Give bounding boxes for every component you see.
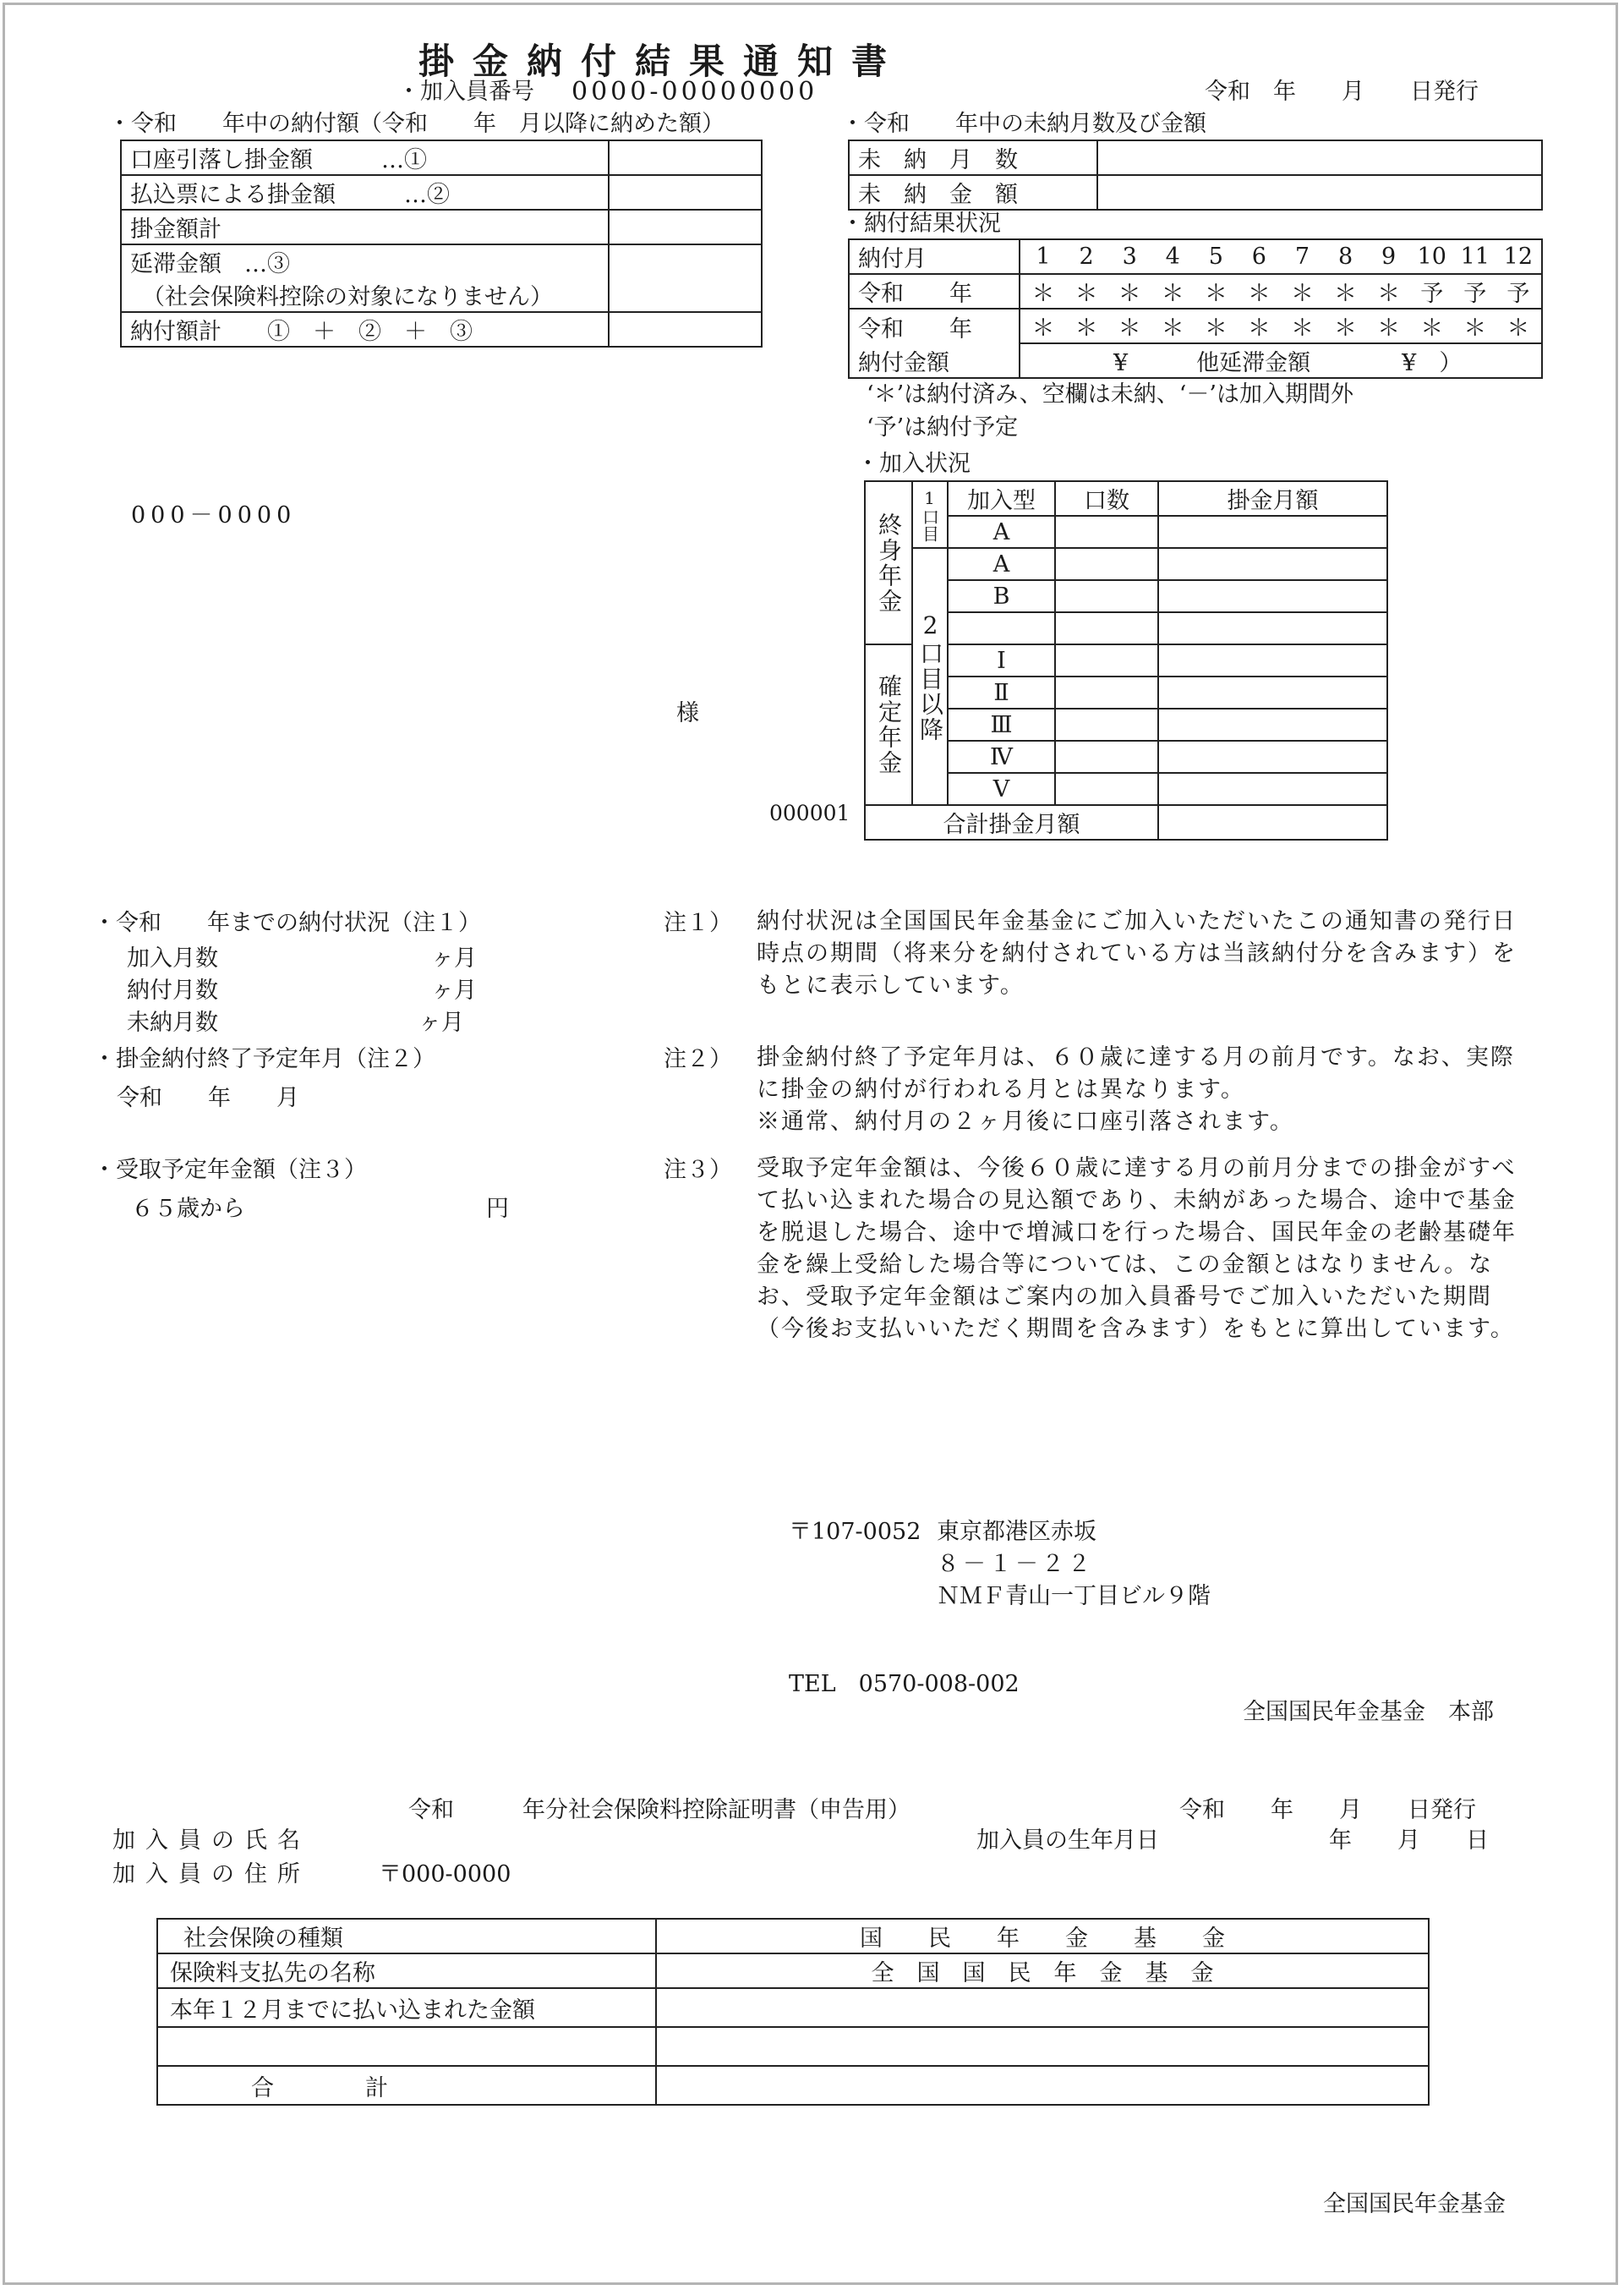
status-mark: 予 (1463, 281, 1487, 307)
monthly-cell (1158, 612, 1387, 644)
monthly-cell (1158, 644, 1387, 677)
status-mark: ＊ (1377, 315, 1401, 342)
birth-value: 年 月 日 (1329, 1827, 1489, 1854)
month-number: 7 (1294, 244, 1310, 270)
status-row2-marks (1020, 309, 1542, 343)
month-number: 10 (1417, 244, 1446, 270)
status-row2-label: 令和 年 (849, 309, 1020, 343)
monthly-cell (1158, 580, 1387, 612)
note-3-text: 受取予定年金額は、今後６０歳に達する月の前月分までの掛金がすべて払い込まれた場合の見込額であり、未納があった場合、途中で基金を脱退した場合、途中で増減口を行った場合、国民年金の老齢基礎年金を繰上受給した場合等については、この金額とはなりません。なお、受取予定年金額はご案内の加入員番号でご加入いただいた期間（今後お支払いいただく期間を含みます）をもとに算出しています。 (757, 1155, 1517, 1342)
payment-row-label: 納付額計 ① ＋ ② ＋ ③ (121, 312, 609, 347)
monthly-cell (1158, 677, 1387, 709)
month-number: 9 (1381, 244, 1397, 270)
cert-row-value (656, 2066, 1429, 2105)
payment-heading: ・令和 年中の納付額（令和 年 月以降に納めた額） (108, 111, 725, 137)
monthly-cell (1158, 548, 1387, 580)
end-date-value: 令和 年 月 (117, 1085, 299, 1111)
member-address-value: 〒000-0000 (379, 1861, 511, 1887)
cert-row-value (656, 1988, 1429, 2027)
type-cell: A (948, 516, 1055, 548)
unpaid-row-label: 未 納 金 額 (849, 175, 1097, 210)
cert-row-value: 国 民 年 金 基 金 (656, 1919, 1429, 1953)
cert-row-value (656, 2027, 1429, 2066)
payment-row-label (121, 244, 609, 312)
member-number-label: ・加入員番号 (397, 79, 534, 105)
col-type-header: 加入型 (948, 481, 1055, 516)
type-cell: Ⅴ (948, 773, 1055, 805)
pension-from: ６５歳から (131, 1196, 245, 1222)
contact-address-2: ８－１－２２ (937, 1551, 1094, 1577)
payment-row-label: 払込票による掛金額 …② (121, 175, 609, 210)
status-mark: ＊ (1420, 315, 1444, 342)
units-cell (1055, 644, 1158, 677)
issue-date: 令和 年 月 日発行 (1205, 79, 1479, 105)
status-mark: ＊ (1118, 315, 1141, 342)
month-numbers (1020, 239, 1542, 274)
note-1-label: 注１） (664, 910, 732, 936)
paid-months-label: 納付月数 (127, 978, 218, 1004)
member-number: 0000-00000000 (571, 77, 818, 107)
status-heading: ・納付結果状況 (841, 211, 1001, 237)
cert-row-value: 全 国 国 民 年 金 基 金 (656, 1953, 1429, 1988)
type-cell: Ⅱ (948, 677, 1055, 709)
lifetime-group: 終身年金 (865, 481, 912, 644)
status-table (848, 238, 1543, 379)
status-mark: ＊ (1506, 315, 1530, 342)
status-row1-label: 令和 年 (849, 274, 1020, 309)
note-1-text: 納付状況は全国国民年金基金にご加入いただいたこの通知書の発行日時点の期間（将来分を納付されている方は当該納付分を含みます）をもとに表示しています。 (757, 908, 1517, 999)
second-unit-label: 2口目以降 (912, 548, 948, 805)
note-2-text: 掛金納付終了予定年月は、６０歳に達する月の前月です。なお、実際に掛金の納付が行われる月とは異なります。 (757, 1044, 1515, 1103)
status-mark: ＊ (1031, 315, 1055, 342)
status-mark: ＊ (1204, 315, 1228, 342)
units-cell (1055, 516, 1158, 548)
late-fee-label: 延滞金額 …③ (130, 251, 290, 277)
total-monthly-label: 合計掛金月額 (865, 805, 1158, 840)
monthly-cell (1158, 741, 1387, 773)
col-monthly-header: 掛金月額 (1158, 481, 1387, 516)
history-heading: ・令和 年までの納付状況（注１） (93, 910, 481, 936)
end-date-heading: ・掛金納付終了予定年月（注２） (93, 1046, 435, 1072)
payment-row-value (609, 312, 762, 347)
sequence-number: 000001 (769, 801, 850, 825)
total-monthly-value (1158, 805, 1387, 840)
month-number: 4 (1165, 244, 1180, 270)
month-number: 8 (1337, 244, 1353, 270)
cert-row-label: 合 計 (157, 2066, 656, 2105)
status-mark: 予 (1506, 281, 1530, 307)
contact-tel: TEL 0570-008-002 (789, 1671, 1020, 1697)
status-mark: ＊ (1334, 281, 1358, 307)
monthly-cell (1158, 773, 1387, 805)
payment-row-value (609, 140, 762, 175)
type-cell: A (948, 548, 1055, 580)
birth-label: 加入員の生年月日 (976, 1827, 1159, 1854)
status-mark: ＊ (1161, 315, 1184, 342)
col-units-header: 口数 (1055, 481, 1158, 516)
contact-address-1: 東京都港区赤坂 (937, 1519, 1096, 1545)
unpaid-months-unit: ヶ月 (418, 1010, 464, 1036)
fixed-group: 確定年金 (865, 644, 912, 805)
payment-table (120, 140, 763, 348)
status-mark: ＊ (1161, 281, 1184, 307)
certificate-title: 年分社会保険料控除証明書（申告用） (522, 1797, 910, 1823)
note-3-label: 注３） (664, 1157, 732, 1183)
contact-org: 全国国民年金基金 本部 (1243, 1699, 1494, 1725)
status-mark: ＊ (1290, 315, 1314, 342)
footer-org: 全国国民年金基金 (1323, 2191, 1506, 2217)
status-mark: ＊ (1334, 315, 1358, 342)
enroll-heading: ・加入状況 (856, 451, 971, 477)
legend-line-1: ‘＊’は納付済み、空欄は未納、‘－’は加入期間外 (867, 381, 1353, 408)
member-name-label: 加入員の氏名 (112, 1827, 310, 1854)
member-address-label: 加入員の住所 (112, 1861, 310, 1887)
unpaid-row-value (1097, 140, 1542, 175)
contact-postal: 〒107-0052 (789, 1519, 921, 1545)
honorific: 様 (676, 700, 699, 726)
certificate-era: 令和 (408, 1797, 454, 1823)
unpaid-row-label: 未 納 月 数 (849, 140, 1097, 175)
units-cell (1055, 741, 1158, 773)
units-cell (1055, 548, 1158, 580)
status-row1-marks (1020, 274, 1542, 309)
unpaid-table (848, 140, 1543, 211)
status-mark: ＊ (1204, 281, 1228, 307)
enrolled-months-unit: ヶ月 (431, 945, 477, 972)
month-number: 6 (1251, 244, 1266, 270)
type-cell: Ⅲ (948, 709, 1055, 741)
enroll-table (864, 480, 1388, 841)
status-mark: ＊ (1031, 281, 1055, 307)
document-title: 掛金納付結果通知書 (418, 41, 906, 82)
month-label: 納付月 (849, 239, 1020, 274)
type-cell: Ⅳ (948, 741, 1055, 773)
status-mark: ＊ (1074, 315, 1098, 342)
status-mark: ＊ (1290, 281, 1314, 307)
amount-text: ¥ 他延滞金額 ¥ ） (1020, 343, 1542, 378)
status-mark: ＊ (1118, 281, 1141, 307)
contact-address-3: ＮＭＦ青山一丁目ビル９階 (937, 1583, 1211, 1609)
units-cell (1055, 580, 1158, 612)
cert-row-label: 本年１２月までに払い込まれた金額 (157, 1988, 656, 2027)
month-number: 11 (1460, 244, 1490, 270)
note-2-extra: ※通常、納付月の２ヶ月後に口座引落されます。 (757, 1109, 1294, 1135)
certificate-table (156, 1918, 1430, 2106)
unpaid-row-value (1097, 175, 1542, 210)
cert-row-label: 保険料支払先の名称 (157, 1953, 656, 1988)
payment-row-value (609, 244, 762, 312)
month-number: 12 (1503, 244, 1534, 270)
status-mark: 予 (1420, 281, 1444, 307)
month-number: 5 (1208, 244, 1223, 270)
cert-row-label: 社会保険の種類 (157, 1919, 656, 1953)
enrolled-months-label: 加入月数 (127, 945, 218, 972)
payment-row-label: 掛金額計 (121, 210, 609, 244)
month-number: 1 (1036, 244, 1051, 270)
amount-label: 納付金額 (849, 343, 1020, 378)
units-cell (1055, 677, 1158, 709)
status-mark: ＊ (1463, 315, 1487, 342)
units-cell (1055, 709, 1158, 741)
monthly-cell (1158, 709, 1387, 741)
month-number: 3 (1122, 244, 1137, 270)
status-mark: ＊ (1247, 315, 1271, 342)
pension-unit: 円 (486, 1196, 509, 1222)
type-cell: B (948, 580, 1055, 612)
late-fee-note: （社会保険料控除の対象になりません） (142, 284, 553, 310)
units-cell (1055, 612, 1158, 644)
status-mark: ＊ (1074, 281, 1098, 307)
cert-row-label (157, 2027, 656, 2066)
month-number: 2 (1079, 244, 1094, 270)
status-mark: ＊ (1377, 281, 1401, 307)
payment-row-value (609, 175, 762, 210)
paid-months-unit: ヶ月 (431, 978, 477, 1004)
unpaid-months-label: 未納月数 (127, 1010, 218, 1036)
first-unit-label: 1口目 (912, 481, 948, 548)
type-cell (948, 612, 1055, 644)
postal-code: 000－0000 (131, 502, 297, 529)
monthly-cell (1158, 516, 1387, 548)
units-cell (1055, 773, 1158, 805)
note-2-label: 注２） (664, 1046, 732, 1072)
payment-row-value (609, 210, 762, 244)
status-mark: ＊ (1247, 281, 1271, 307)
unpaid-heading: ・令和 年中の未納月数及び金額 (841, 111, 1206, 137)
certificate-issue-date: 令和 年 月 日発行 (1179, 1797, 1476, 1823)
type-cell: Ⅰ (948, 644, 1055, 677)
payment-row-label: 口座引落し掛金額 …① (121, 140, 609, 175)
legend-line-2: ‘予’は納付予定 (867, 414, 1019, 441)
pension-heading: ・受取予定年金額（注３） (93, 1157, 367, 1183)
